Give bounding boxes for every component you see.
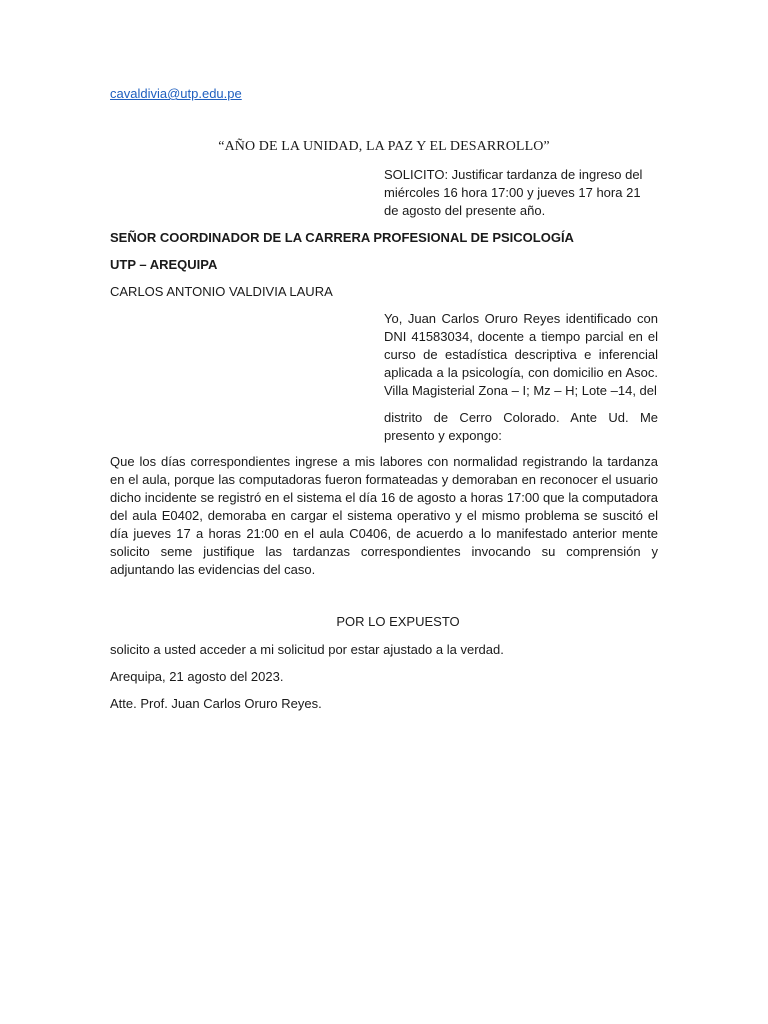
por-lo-expuesto-heading: POR LO EXPUESTO bbox=[336, 614, 460, 629]
closing-signature: Atte. Prof. Juan Carlos Oruro Reyes. bbox=[110, 696, 322, 711]
closing-date: Arequipa, 21 agosto del 2023. bbox=[110, 669, 284, 684]
subject-solicito: SOLICITO: Justificar tardanza de ingreso del miércoles 16 hora 17:00 y jueves 17 hora 21 de agosto del presente año. bbox=[384, 167, 643, 218]
body-paragraph: Que los días correspondientes ingrese a mis labores con normalidad registrando la tardanza en el aula, porque las computadoras fueron formateadas y demoraban en reconocer el usuario dicho incidente se registró en el sistema el día 16 de agosto a horas 17:00 que la computadora del aula E0402, demoraba en cargar el sistema operativo y el mismo problema se suscitó el día jueves 17 a horas 21:00 en el aula C0406, de acuerdo a lo manifestado anterior mente solicito seme justifique las tardanzas correspondientes invocando su comprensión y adjuntando las evidencias del caso. bbox=[110, 454, 658, 577]
recipient-title: SEÑOR COORDINADOR DE LA CARRERA PROFESIONAL DE PSICOLOGÍA bbox=[110, 230, 574, 245]
year-motto-heading: “AÑO DE LA UNIDAD, LA PAZ Y EL DESARROLLO” bbox=[218, 139, 550, 154]
introduction-part1: Yo, Juan Carlos Oruro Reyes identificado con DNI 41583034, docente a tiempo parcial en el curso de estadística descriptiva e inferencial aplicada a la psicología, con domicilio en Asoc. Villa Magisterial Zona – I; Mz – H; Lote –14, del bbox=[384, 311, 658, 398]
introduction-part2: distrito de Cerro Colorado. Ante Ud. Me presento y expongo: bbox=[384, 410, 658, 443]
closing-request: solicito a usted acceder a mi solicitud por estar ajustado a la verdad. bbox=[110, 642, 504, 657]
recipient-name: CARLOS ANTONIO VALDIVIA LAURA bbox=[110, 284, 333, 299]
recipient-institution: UTP – AREQUIPA bbox=[110, 257, 218, 272]
email-link[interactable]: cavaldivia@utp.edu.pe bbox=[110, 86, 242, 101]
